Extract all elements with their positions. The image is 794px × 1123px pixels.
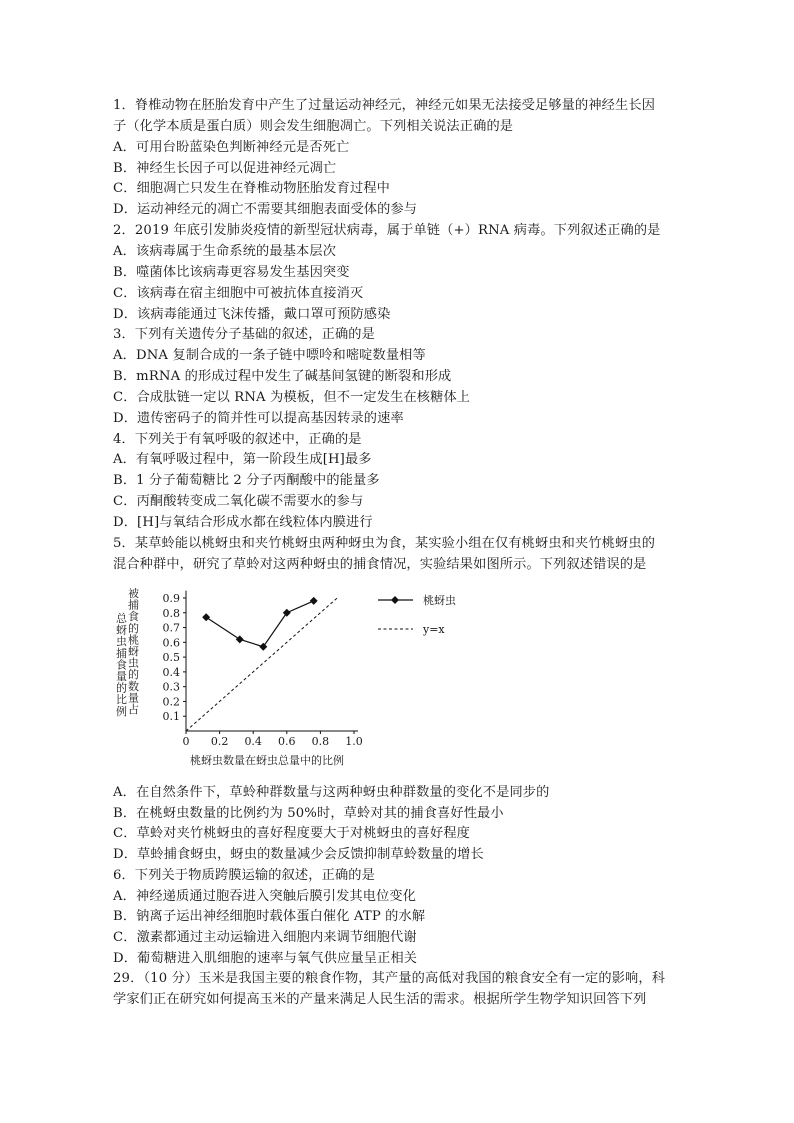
y-axis-label-char: 食 — [128, 610, 139, 624]
text-line-21: 5．某草蛉能以桃蚜虫和夹竹桃蚜虫两种蚜虫为食，某实验小组在仅有桃蚜虫和夹竹桃蚜虫的 — [113, 535, 656, 551]
chart-legend — [378, 593, 456, 636]
x-tick-label: 0.2 — [210, 735, 229, 748]
text-line-7: A．该病毒属于生命系统的最基本层次 — [113, 243, 337, 259]
y-axis-label-char: 虫 — [116, 635, 127, 649]
y-axis-label-char: 量 — [128, 691, 139, 705]
text-line-after-2: C．草蛉对夹竹桃蚜虫的喜好程度要大于对桃蚜虫的喜好程度 — [113, 826, 471, 842]
y-tick-label: 0.6 — [162, 636, 180, 650]
y-axis-label-char: 蚜 — [128, 645, 139, 658]
y-axis-label-char: 蚜 — [116, 623, 127, 637]
x-axis-label: 桃蚜虫数量在蚜虫总量中的比例 — [190, 754, 344, 767]
text-line-19: C．丙酮酸转变成二氧化碳不需要水的参与 — [113, 494, 364, 510]
y-axis-label-char: 总 — [116, 612, 127, 625]
x-tick-label: 0.8 — [311, 735, 330, 748]
x-tick-labels — [183, 731, 363, 748]
text-line-4: C．细胞凋亡只发生在脊椎动物胚胎发育过程中 — [113, 181, 390, 197]
text-line-1: 子（化学本质是蛋白质）则会发生细胞凋亡。下列相关说法正确的是 — [113, 118, 514, 134]
aphid-predation-chart — [113, 585, 573, 775]
text-line-14: C．合成肽链一定以 RNA 为模板，但不一定发生在核糖体上 — [113, 389, 471, 405]
data-point-peach-aphid — [202, 613, 210, 621]
text-line-3: B．神经生长因子可以促进神经元凋亡 — [113, 160, 337, 176]
text-line-0: 1．脊椎动物在胚胎发育中产生了过量运动神经元，神经元如果无法接受足够量的神经生长因 — [113, 98, 656, 113]
x-tick-label: 0.6 — [278, 735, 296, 748]
y-axis-label-char: 占 — [128, 703, 139, 716]
text-line-17: A．有氧呼吸过程中，第一阶段生成[H]最多 — [113, 452, 372, 468]
x-tick-label: 0.4 — [244, 735, 262, 748]
text-line-after-0: A．在自然条件下，草蛉种群数量与这两种蚜虫种群数量的变化不是同步的 — [113, 785, 550, 800]
legend-marker-diamond — [391, 596, 399, 604]
data-point-peach-aphid — [283, 609, 291, 617]
y-tick-label: 0.8 — [162, 606, 180, 620]
y-axis-label-char: 的 — [128, 668, 139, 682]
text-line-after-7: C．激素都通过主动运输进入细胞内来调节细胞代谢 — [113, 929, 417, 945]
text-line-8: B．噬菌体比该病毒更容易发生基因突变 — [113, 264, 350, 280]
text-line-22: 混合种群中，研究了草蛉对这两种蚜虫的捕食情况，实验结果如图所示。下列叙述错误的是 — [113, 556, 647, 572]
y-axis-label-char: 虫 — [128, 656, 139, 670]
text-line-after-8: D．葡萄糖进入肌细胞的速率与氧气供应量呈正相关 — [113, 950, 418, 966]
y-tick-label: 0.2 — [162, 695, 180, 709]
x-tick-label: 0 — [182, 735, 190, 748]
y-axis-label-char: 捕 — [128, 598, 139, 612]
y-axis-label-char: 捕 — [116, 646, 127, 660]
y-tick-label: 0.7 — [162, 621, 180, 635]
data-point-peach-aphid — [259, 643, 267, 651]
y-axis-label-char: 例 — [116, 704, 127, 718]
x-tick-label: 1.0 — [345, 735, 363, 748]
y-axis-label-char: 的 — [128, 621, 139, 635]
text-line-13: B．mRNA 的形成过程中发生了碱基间氢键的断裂和形成 — [113, 369, 452, 385]
text-line-2: A．可用台盼蓝染色判断神经元是否死亡 — [113, 139, 350, 155]
text-line-11: 3．下列有关遗传分子基础的叙述，正确的是 — [113, 327, 375, 343]
data-point-peach-aphid — [236, 635, 244, 643]
text-line-after-9: 29．（10 分）玉米是我国主要的粮食作物，其产量的高低对我国的粮食安全有一定的影响，科 — [113, 971, 666, 987]
text-line-15: D．遗传密码子的简并性可以提高基因转录的速率 — [113, 410, 404, 426]
text-line-20: D．[H]与氧结合形成水都在线粒体内膜进行 — [113, 515, 373, 530]
y-tick-label: 0.4 — [162, 665, 180, 679]
y-axis-label — [116, 586, 139, 718]
chart-axes — [186, 591, 358, 731]
y-tick-label: 0.1 — [162, 710, 180, 724]
y-tick-label: 0.9 — [162, 591, 180, 605]
text-line-after-1: B．在桃蚜虫数量的比例约为 50%时，草蛉对其的捕食喜好性最小 — [113, 805, 504, 821]
text-line-12: A．DNA 复制合成的一条子链中嘌呤和嘧啶数量相等 — [113, 348, 426, 364]
y-tick-labels — [163, 592, 187, 723]
legend-label-peach-aphid: 桃蚜虫 — [423, 594, 456, 607]
y-tick-label: 0.5 — [162, 651, 180, 665]
series-line-peach-aphid — [206, 601, 314, 647]
text-line-after-3: D．草蛉捕食蚜虫，蚜虫的数量减少会反馈抑制草蛉数量的增长 — [113, 847, 484, 863]
data-point-peach-aphid — [310, 597, 318, 605]
y-axis-label-char: 被 — [128, 587, 139, 600]
chart-series — [186, 597, 337, 731]
y-axis-label-char: 食 — [116, 658, 127, 672]
text-line-after-6: B．钠离子运出神经细胞时载体蛋白催化 ATP 的水解 — [113, 909, 426, 925]
y-tick-label: 0.3 — [162, 680, 180, 694]
y-axis-label-char: 数 — [128, 679, 139, 693]
text-line-10: D．该病毒能通过飞沫传播，戴口罩可预防感染 — [113, 306, 391, 322]
text-line-6: 2．2019 年底引发肺炎疫情的新型冠状病毒，属于单链（+）RNA 病毒。下列叙述正确的是 — [113, 223, 661, 239]
y-axis-label-char: 桃 — [128, 633, 139, 647]
text-line-18: B．1 分子葡萄糖比 2 分子丙酮酸中的能量多 — [113, 473, 380, 489]
text-line-16: 4．下列关于有氧呼吸的叙述中，正确的是 — [113, 431, 362, 447]
legend-label-y-equals-x: y=x — [423, 623, 445, 636]
y-axis-label-char: 比 — [116, 693, 127, 707]
text-line-after-4: 6．下列关于物质跨膜运输的叙述，正确的是 — [113, 867, 375, 883]
text-line-after-5: A．神经递质通过胞吞进入突触后膜引发其电位变化 — [113, 888, 417, 904]
text-line-5: D．运动神经元的凋亡不需要其细胞表面受体的参与 — [113, 202, 418, 218]
text-line-9: C．该病毒在宿主细胞中可被抗体直接消灭 — [113, 285, 364, 301]
y-axis-label-char: 的 — [116, 681, 127, 695]
text-line-after-10: 学家们正在研究如何提高玉米的产量来满足人民生活的需求。根据所学生物学知识回答下列 — [113, 992, 647, 1007]
y-axis-label-char: 量 — [116, 670, 127, 683]
